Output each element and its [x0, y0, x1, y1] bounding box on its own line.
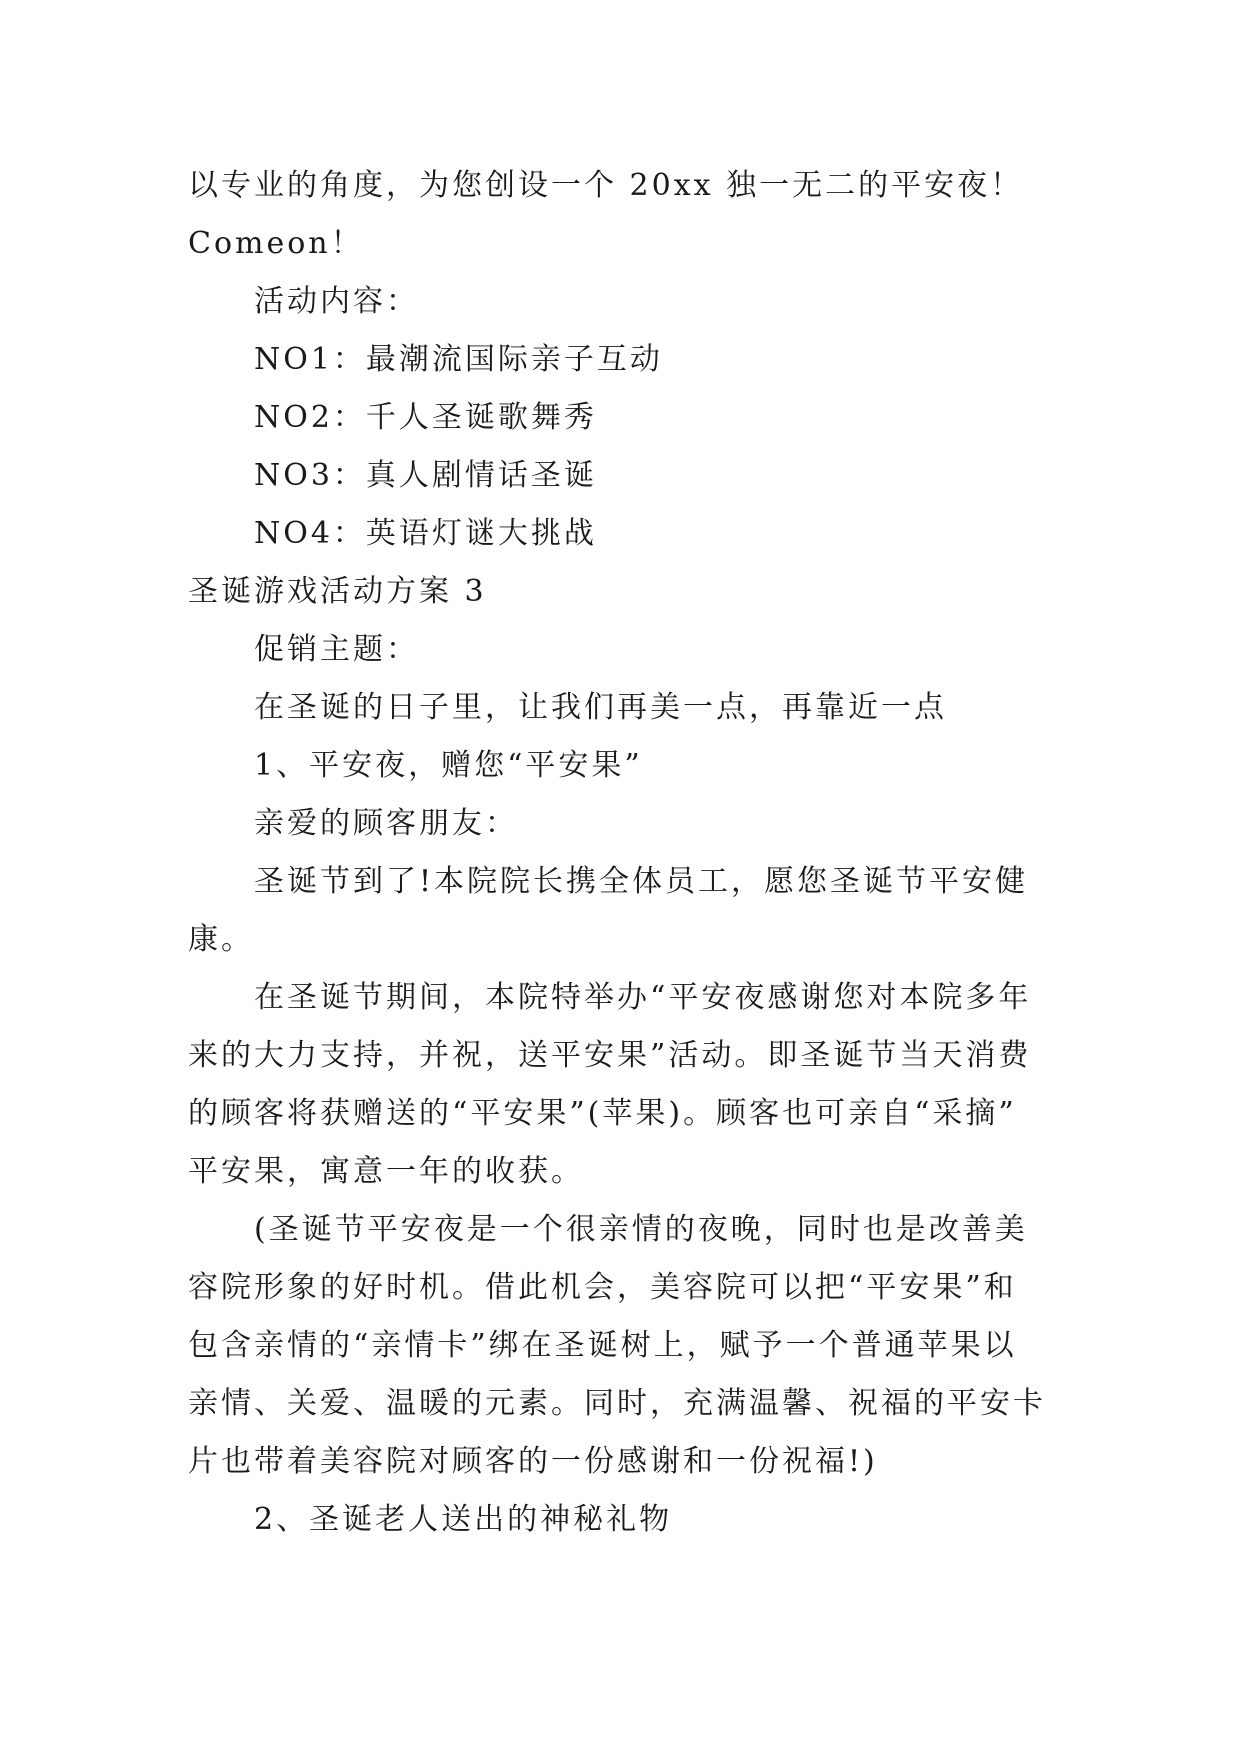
text-line: NO3：真人剧情话圣诞: [254, 458, 597, 493]
text-line: 活动内容：: [254, 284, 419, 319]
text-line: 亲情、关爱、温暖的元素。同时，充满温馨、祝福的平安卡: [188, 1386, 1046, 1421]
text-line: 促销主题：: [254, 632, 419, 667]
text-line: 平安果，寓意一年的收获。: [188, 1154, 584, 1189]
text-line: NO1：最潮流国际亲子互动: [254, 342, 663, 377]
text-line: 1、平安夜，赠您“平安果”: [254, 748, 643, 783]
text-line: 康。: [188, 922, 254, 957]
text-line: 来的大力支持，并祝，送平安果”活动。即圣诞节当天消费: [188, 1038, 1032, 1073]
text-line: 片也带着美容院对顾客的一份感谢和一份祝福!): [188, 1444, 878, 1479]
text-line: 亲爱的顾客朋友：: [254, 806, 518, 841]
text-line: Comeon！: [188, 226, 364, 261]
text-line: 容院形象的好时机。借此机会，美容院可以把“平安果”和: [188, 1270, 1017, 1305]
text-line: 在圣诞节期间，本院特举办“平安夜感谢您对本院多年: [254, 980, 1032, 1015]
text-line: NO4：英语灯谜大挑战: [254, 516, 597, 551]
text-line: 圣诞节到了!本院院长携全体员工，愿您圣诞节平安健: [254, 864, 1029, 899]
text-line: 2、圣诞老人送出的神秘礼物: [254, 1502, 673, 1537]
text-line: (圣诞节平安夜是一个很亲情的夜晚，同时也是改善美: [254, 1212, 1028, 1247]
text-line: NO2：千人圣诞歌舞秀: [254, 400, 597, 435]
text-line: 的顾客将获赠送的“平安果”(苹果)。顾客也可亲自“采摘”: [188, 1096, 1017, 1131]
text-line: 包含亲情的“亲情卡”绑在圣诞树上，赋予一个普通苹果以: [188, 1328, 1017, 1363]
section-heading: 圣诞游戏活动方案 3: [188, 574, 487, 609]
text-line: 以专业的角度，为您创设一个 20xx 独一无二的平安夜！: [188, 168, 1024, 203]
text-line: 在圣诞的日子里，让我们再美一点，再靠近一点: [254, 690, 947, 725]
